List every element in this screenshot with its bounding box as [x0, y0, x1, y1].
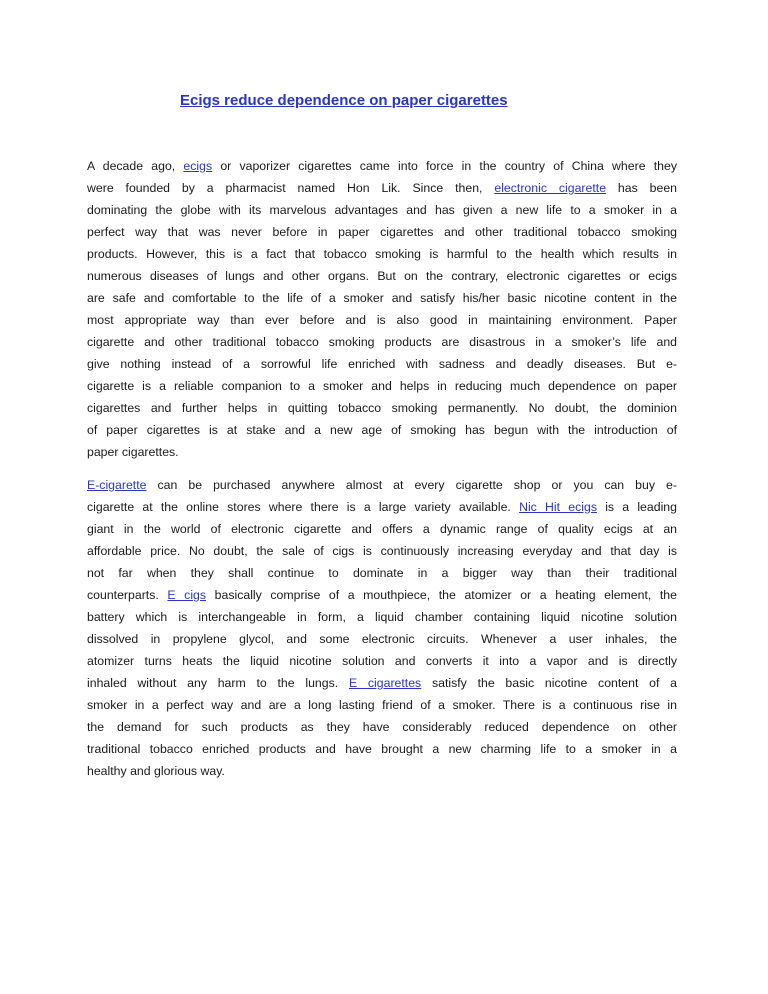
text-line [87, 606, 677, 628]
text-segment: give nothing instead of a sorrowful life enriched with sadness and deadly diseases. But e- [87, 357, 677, 371]
inline-link[interactable]: E cigarettes [348, 676, 422, 690]
text-segment: products. However, this is a fact that tobacco smoking is harmful to the health which results in [87, 247, 677, 261]
text-segment: inhaled without any harm to the lungs. [87, 676, 349, 690]
paragraph [87, 155, 677, 463]
text-line [87, 419, 677, 441]
text-line [87, 584, 677, 606]
text-segment: smoker in a perfect way and are a long lasting friend of a smoker. There is a continuous rise in [87, 698, 677, 712]
text-segment: affordable price. No doubt, the sale of cigs is continuously increasing everyday and that day is [87, 544, 677, 558]
text-segment: cigarette is a reliable companion to a smoker and helps in reducing much dependence on paper [87, 379, 677, 393]
text-line [87, 562, 677, 584]
text-line [87, 287, 677, 309]
inline-link[interactable]: ecigs [183, 159, 213, 173]
text-segment: counterparts. [87, 588, 168, 602]
text-segment: satisfy the basic nicotine content of a [421, 676, 677, 690]
inline-link[interactable]: E cigs [167, 588, 207, 602]
text-line [87, 265, 677, 287]
inline-link[interactable]: E-cigarette [87, 478, 147, 492]
inline-link[interactable]: Nic Hit ecigs [519, 500, 597, 514]
text-line [87, 331, 677, 353]
text-segment: traditional tobacco enriched products and have brought a new charming life to a smoker in a [87, 742, 677, 756]
text-line [87, 738, 677, 760]
text-segment: cigarette and other traditional tobacco smoking products are disastrous in a smoker’s life and [87, 335, 677, 349]
text-line [87, 155, 677, 177]
text-segment: paper cigarettes. [87, 445, 179, 459]
text-segment: giant in the world of electronic cigarette and offers a dynamic range of quality ecigs at an [87, 522, 677, 536]
text-line [87, 694, 677, 716]
text-line [87, 672, 677, 694]
text-segment: most appropriate way than ever before and is also good in maintaining environment. Paper [87, 313, 677, 327]
text-segment: A decade ago, [87, 159, 184, 173]
text-segment: cigarettes and further helps in quitting tobacco smoking permanently. No doubt, the dominion [87, 401, 677, 415]
text-segment: healthy and glorious way. [87, 764, 225, 778]
text-line [87, 309, 677, 331]
text-segment: dissolved in propylene glycol, and some electronic circuits. Whenever a user inhales, the [87, 632, 677, 646]
text-line [87, 243, 677, 265]
text-segment: basically comprise of a mouthpiece, the atomizer or a heating element, the [206, 588, 677, 602]
text-line [87, 199, 677, 221]
paragraph [87, 474, 677, 782]
text-line [87, 353, 677, 375]
text-line [87, 496, 677, 518]
text-segment: can be purchased anywhere almost at every cigarette shop or you can buy e- [146, 478, 677, 492]
document-title-link[interactable]: Ecigs reduce dependence on paper cigarettes [180, 92, 508, 109]
inline-link[interactable]: electronic cigarette [494, 181, 607, 195]
text-line [87, 177, 677, 199]
text-line [87, 441, 677, 463]
text-line [87, 474, 677, 496]
text-segment: cigarette at the online stores where there is a large variety available. [87, 500, 520, 514]
text-segment: numerous diseases of lungs and other organs. But on the contrary, electronic cigarettes or ecigs [87, 269, 677, 283]
text-segment: not far when they shall continue to dominate in a bigger way than their traditional [87, 566, 677, 580]
text-line [87, 397, 677, 419]
text-line [87, 650, 677, 672]
text-line [87, 628, 677, 650]
document-body [87, 155, 677, 793]
text-segment: has been [606, 181, 678, 195]
text-segment: battery which is interchangeable in form, a liquid chamber containing liquid nicotine solution [87, 610, 677, 624]
text-segment: were founded by a pharmacist named Hon Lik. Since then, [87, 181, 495, 195]
text-line [87, 518, 677, 540]
text-line [87, 540, 677, 562]
text-segment: is a leading [596, 500, 677, 514]
text-segment: the demand for such products as they have considerably reduced dependence on other [87, 720, 677, 734]
text-segment: perfect way that was never before in paper cigarettes and other traditional tobacco smoking [87, 225, 677, 239]
text-line [87, 375, 677, 397]
text-segment: are safe and comfortable to the life of a smoker and satisfy his/her basic nicotine content in the [87, 291, 677, 305]
text-segment: of paper cigarettes is at stake and a new age of smoking has begun with the introduction of [87, 423, 677, 437]
text-segment: atomizer turns heats the liquid nicotine solution and converts it into a vapor and is directly [87, 654, 677, 668]
text-line [87, 221, 677, 243]
text-segment: or vaporizer cigarettes came into force in the country of China where they [212, 159, 677, 173]
text-line [87, 716, 677, 738]
text-line [87, 760, 677, 782]
text-segment: dominating the globe with its marvelous advantages and has given a new life to a smoker in a [87, 203, 677, 217]
